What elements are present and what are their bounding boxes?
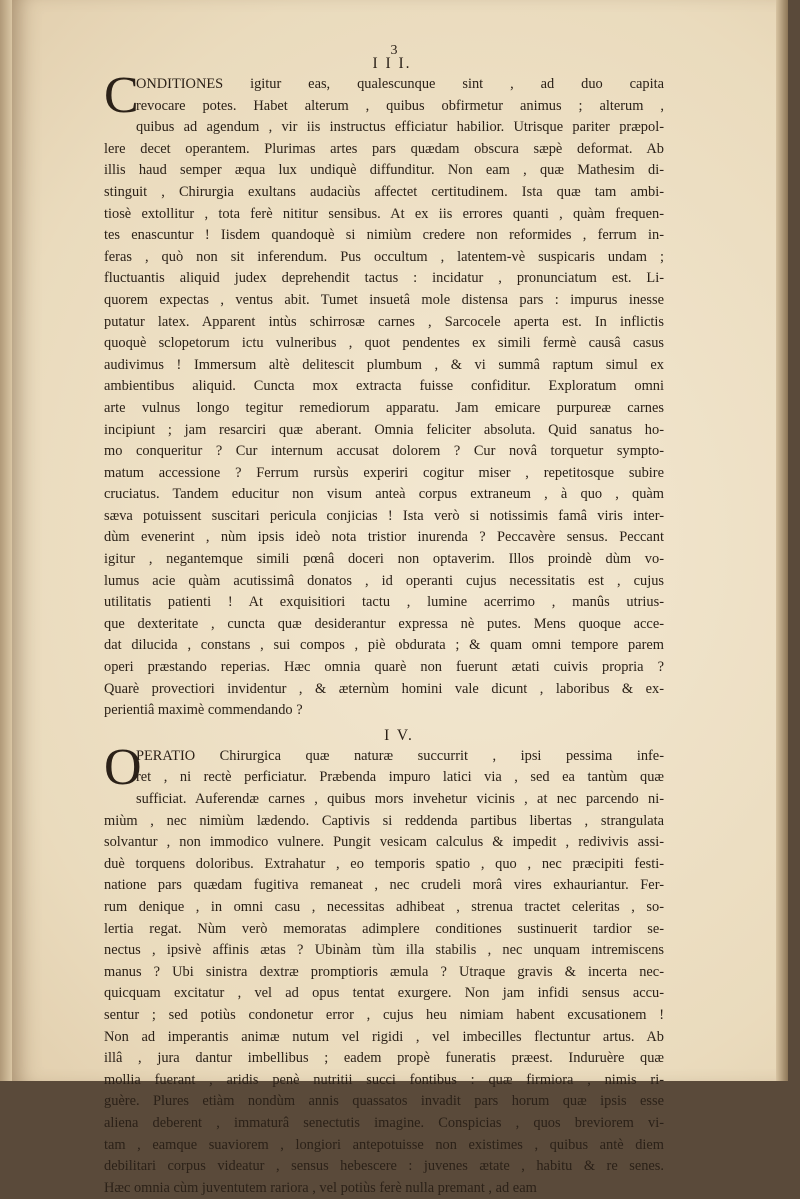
text-line: quicquam excitatur , vel ad opus tentat exurgere. Non jam infidi sensus accu- bbox=[104, 985, 664, 1002]
book-gutter bbox=[0, 0, 12, 1081]
text-line: arte vulnus longo tegitur remediorum apparatu. Jam emicare purpureæ carnes bbox=[104, 399, 664, 416]
text-line: natione pars quædam fugitiva remaneat , nec crudeli morâ vires exhauriantur. Fer- bbox=[104, 877, 664, 894]
text-line: stinguit , Chirurgia exultans audaciùs affectet certitudinem. Ista quæ tam ambi- bbox=[104, 183, 664, 200]
text-line: dùm evenerint , nùm ipsis ideò nota tristior inurenda ? Peccavère sensus. Peccant bbox=[104, 529, 664, 546]
text-line: guère. Plures etiàm nondùm annis quassatos invadit pars horum quæ ipsis esse bbox=[104, 1093, 664, 1110]
text-line: nectus , ipsivè affinis ætas ? Ubinàm tùm illa stabilis , nec unquam intremiscens bbox=[104, 942, 664, 959]
page-text bbox=[104, 43, 664, 1199]
text-line: operi præstando reperias. Hæc omnia quarè non fuerunt ætati cuivis propria ? bbox=[104, 659, 664, 676]
text-line: Hæc omnia cùm juventutem rariora , vel potiùs ferè nulla premant , ad eam bbox=[104, 1179, 537, 1196]
text-line: perientiâ maximè commendando ? bbox=[104, 702, 303, 719]
text-line: quoquè sclopetorum ictu vulneribus , quot pendentes ex simili fermè causâ casus bbox=[104, 335, 664, 352]
text-line: igitur , negantemque simili pœnâ doceri non optaverim. Illos proindè dùm vo- bbox=[104, 551, 664, 568]
text-line: lumus acie quàm acutissimâ donatos , id operanti cujus necessitatis est , cujus bbox=[104, 572, 664, 589]
text-line: tiosè extollitur , tota ferè nititur sensibus. At ex iis errores quanti , quàm frequen- bbox=[104, 205, 664, 222]
text-line: Non ad imperantis animæ nutum vel rigidi , vel imbecilles flectuntur artus. Ab bbox=[104, 1028, 664, 1045]
text-line: audivimus ! Immersum altè delitescit plumbum , & vi summâ raptum simul ex bbox=[104, 356, 664, 373]
text-line: utilitatis patienti ! At exquisitiori tactu , lumine acerrimo , manûs utrius- bbox=[104, 594, 664, 611]
text-line: fluctuantis aliquid judex deprehendit tactus : incidatur , pronunciatum est. Li- bbox=[104, 270, 664, 287]
text-line: duè torquens doloribus. Extrahatur , eo temporis spatio , quo , nec præcipiti festi- bbox=[104, 855, 664, 872]
text-line: tam , eamque suaviorem , longiori antepotuisse non existimes , quibus antè diem bbox=[104, 1136, 664, 1153]
text-line: quorem expectas , ventus abit. Tumet insuetâ mole distensa pars : impurus inesse bbox=[104, 291, 664, 308]
text-line: tes enascuntur ! Iisdem quandoquè si nimiùm credere non reformides , ferrum in- bbox=[104, 227, 664, 244]
text-line: Quarè provectiori invidentur , & æternùm homini vale dicunt , laboribus & ex- bbox=[104, 680, 664, 697]
section-heading-4: I V. bbox=[384, 726, 414, 744]
text-line: aliena deberent , immaturâ senectutis imagine. Conspicias , quos breviorem vi- bbox=[104, 1114, 664, 1131]
text-line: sæva potuissent suscitari pericula conjicias ! Ista verò si notissimis famâ viris inter- bbox=[104, 507, 664, 524]
text-line: solvantur , non immodico vulnere. Pungit vesicam calculus & impedit , redivivis assi- bbox=[104, 834, 664, 851]
text-line: sentur ; sed potiùs condonetur error , cujus heu nimiam habent excusationem ! bbox=[104, 1006, 664, 1023]
text-line: debilitari corpus videatur , sensus hebescere : juvenes ætate , habitu & re senes. bbox=[104, 1158, 664, 1175]
section-4-paragraph bbox=[104, 738, 664, 1199]
text-line: matum accessione ? Ferrum rursùs experiri cogitur miser , repetitosque subire bbox=[104, 464, 664, 481]
page-number: 3 bbox=[390, 43, 398, 58]
drop-cap-o: O bbox=[104, 738, 142, 796]
text-line: lere decet operantem. Plurimas artes pars quædam obscura sæpè deformat. Ab bbox=[104, 140, 664, 157]
text-line: quibus ad agendum , vir iis instructus efficiatur habilior. Utrisque pariter præpol- bbox=[136, 119, 664, 136]
text-line: revocare potes. Habet alterum , quibus obfirmetur animus ; alterum , bbox=[136, 97, 664, 114]
text-line: incipiunt ; jam resarciri quæ aberant. Omnia feliciter absoluta. Quid sanatus ho- bbox=[104, 421, 664, 438]
text-line: dat dilucida , constans , sui compos , piè obdurata ; & quam omni tempore parem bbox=[104, 637, 664, 654]
text-line: ambientibus aliquid. Cuncta mox extracta fuisse confiditur. Exploratum omni bbox=[104, 378, 664, 395]
text-line: sufficiat. Auferendæ carnes , quibus mors invehetur vicinis , at nec parcendo ni- bbox=[136, 791, 664, 807]
text-line: ret , ni rectè perficiatur. Præbenda impuro latici via , sed ea tantùm quæ bbox=[136, 769, 664, 786]
text-line: lertia regat. Nùm verò memoratas adimplere conditiones sustinuerit tardior se- bbox=[104, 920, 664, 937]
text-line: mo conqueritur ? Cur internum accusat dolorem ? Cur novâ torquetur sympto- bbox=[104, 443, 664, 460]
text-line: putatur latex. Apparent intùs schirrosæ carnes , Sarcocele aperta est. In inflictis bbox=[104, 313, 664, 330]
section-heading-3: I I I. bbox=[372, 55, 412, 72]
section-3-paragraph bbox=[104, 67, 664, 722]
text-line: ONDITIONES igitur eas, qualescunque sint , ad duo capita bbox=[136, 76, 664, 92]
text-line: manus ? Ubi sinistra dextræ promptioris æmula ? Utraque gravis & incerta nec- bbox=[104, 963, 664, 980]
text-line: illis haud semper æqua lux undiquè diffunditur. Non eam , quæ Mathesim di- bbox=[104, 162, 664, 179]
drop-cap-c: C bbox=[104, 67, 139, 124]
text-line: rum denique , in omni casu , necessitas adhibeat , strenua tractet celeritas , so- bbox=[104, 898, 664, 915]
text-line: mollia fuerant , aridis penè nutritii succi fontibus : quæ firmiora , nimis ri- bbox=[104, 1071, 664, 1088]
page-edge bbox=[776, 0, 788, 1081]
text-line: que dexteritate , cuncta quæ desiderantur expressa nè putes. Mens quoque acce- bbox=[104, 615, 664, 632]
text-line: cruciatus. Tandem educitur non visum anteà corpus extraneum , à quo , quàm bbox=[104, 486, 664, 503]
text-line: PERATIO Chirurgica quæ naturæ succurrit , ipsi pessima infe- bbox=[136, 747, 664, 764]
text-line: feras , quò non sit inferendum. Pus occultum , latentem-vè suspicaris undam ; bbox=[104, 248, 664, 265]
text-line: miùm , nec nimiùm lædendo. Captivis si reddenda partibus libertas , strangulata bbox=[104, 812, 664, 829]
text-line: illâ , jura dantur imbellibus ; eadem propè funeratis præest. Induruère quæ bbox=[104, 1050, 664, 1067]
